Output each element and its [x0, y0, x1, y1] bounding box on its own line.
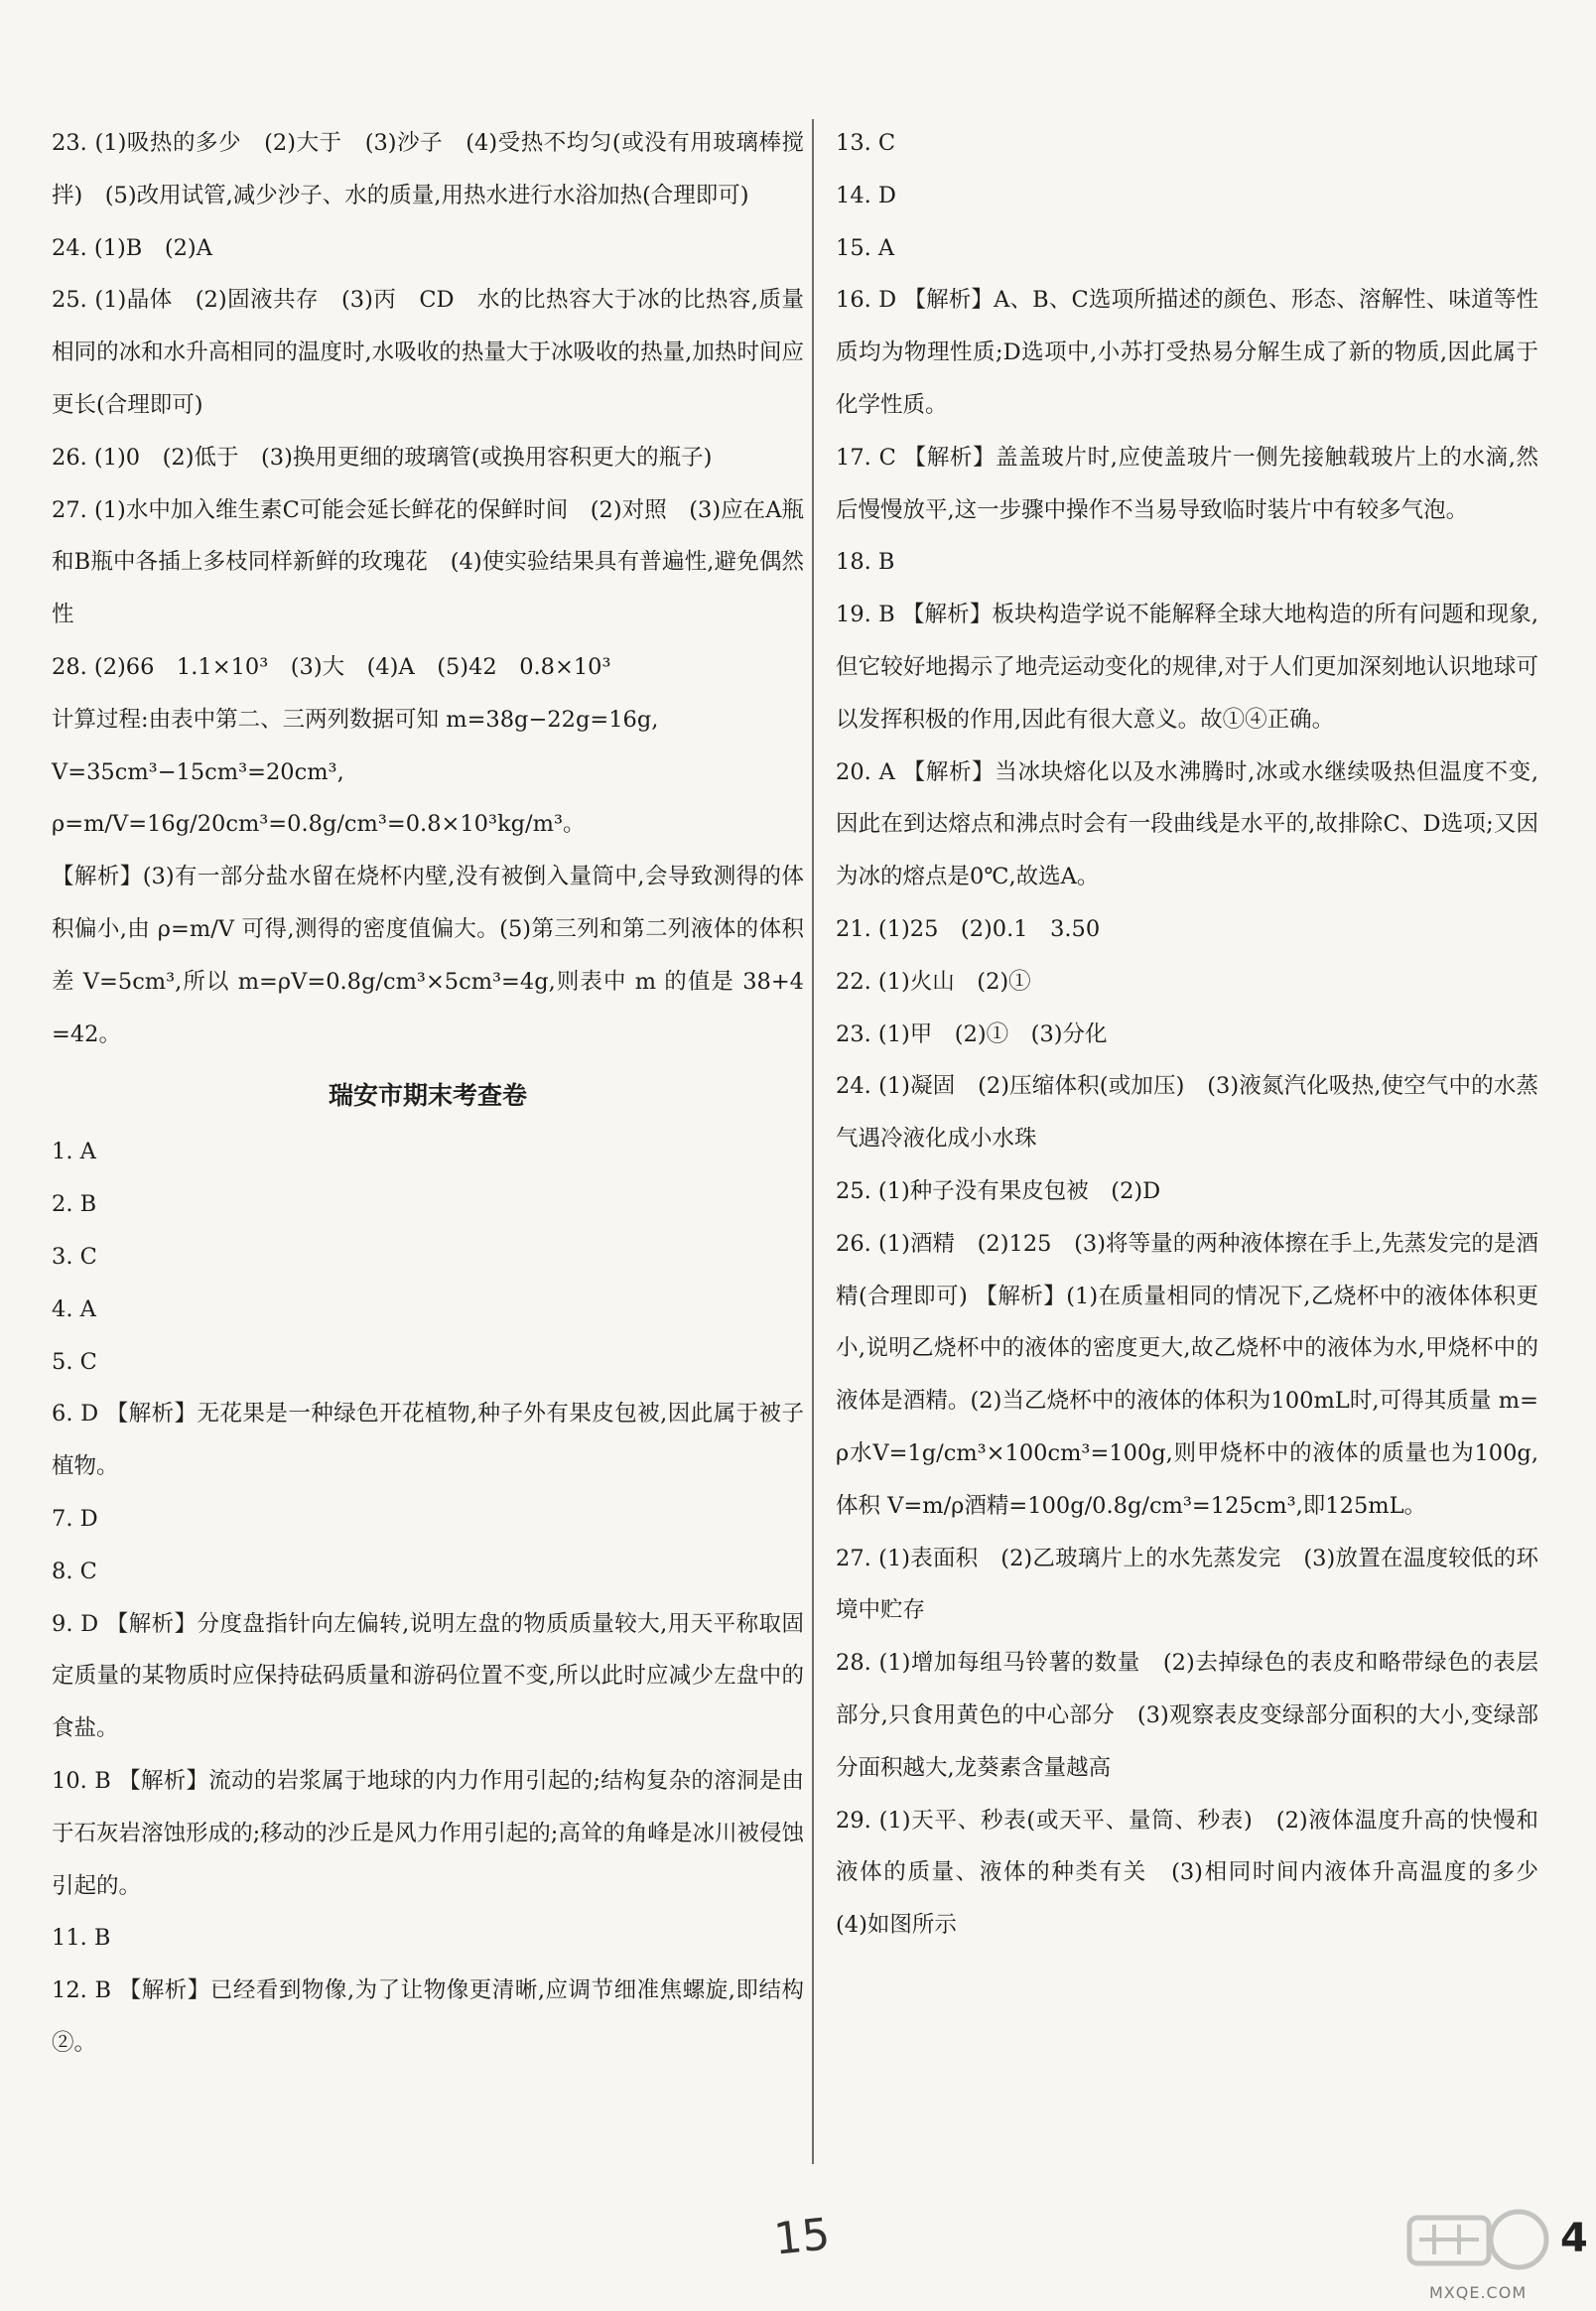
answer-item: 17. C 【解析】盖盖玻片时,应使盖玻片一侧先接触载玻片上的水滴,然后慢慢放平,这一步骤中操作不当易导致临时装片中有较多气泡。: [836, 444, 1538, 523]
answer-item: 3. C: [52, 1243, 97, 1270]
answer-item: 14. D: [836, 182, 896, 208]
answer-item: ρ=m/V=16g/20cm³=0.8g/cm³=0.8×10³kg/m³。: [52, 811, 586, 838]
answer-item: 16. D 【解析】A、B、C选项所描述的颜色、形态、溶解性、味道等性质均为物理性质;D选项中,小苏打受热易分解生成了新的物质,因此属于化学性质。: [836, 287, 1538, 418]
answer-item: 12. B 【解析】已经看到物像,为了让物像更清晰,应调节细准焦螺旋,即结构②。: [52, 1977, 804, 2056]
answer-item: 9. D 【解析】分度盘指针向左偏转,说明左盘的物质质量较大,用天平称取固定质量的某物质时应保持砝码质量和游码位置不变,所以此时应减少左盘中的食盐。: [52, 1610, 804, 1742]
column-divider: [812, 119, 814, 2164]
answer-item: 19. B 【解析】板块构造学说不能解释全球大地构造的所有问题和现象,但它较好地揭示了地壳运动变化的规律,对于人们更加深刻地认识地球可以发挥积极的作用,因此有很大意义。故①④正确。: [836, 602, 1538, 733]
answer-item: 26. (1)0 (2)低于 (3)换用更细的玻璃管(或换用容积更大的瓶子): [52, 444, 713, 471]
right-column: [836, 117, 1561, 1952]
answer-item: 29. (1)天平、秒表(或天平、量筒、秒表) (2)液体温度升高的快慢和液体的质量、液体的种类有关 (3)相同时间内液体升高温度的多少 (4)如图所示: [836, 1807, 1561, 1939]
left-items-before: [52, 117, 804, 1060]
watermark-text: MXQE.COM: [1429, 2283, 1528, 2302]
answer-item: 4. A: [52, 1295, 96, 1322]
answer-item: 20. A 【解析】当冰块熔化以及水沸腾时,冰或水继续吸热但温度不变,因此在到达熔点和沸点时会有一段曲线是水平的,故排除C、D选项;又因为冰的熔点是0℃,故选A。: [836, 758, 1538, 890]
answer-item: 24. (1)B (2)A: [52, 234, 212, 261]
page-number: 4: [1560, 2216, 1588, 2261]
answer-item: 23. (1)甲 (2)① (3)分化: [836, 1020, 1108, 1047]
answer-item: V=35cm³−15cm³=20cm³,: [52, 758, 344, 785]
answer-item: 13. C: [836, 130, 896, 156]
answer-item: 2. B: [52, 1191, 97, 1218]
answer-item: 5. C: [52, 1348, 97, 1375]
answer-item: 15. A: [836, 234, 895, 261]
answer-item: 24. (1)凝固 (2)压缩体积(或加压) (3)液氮汽化吸热,使空气中的水蒸气遇冷液化成小水珠: [836, 1073, 1538, 1153]
answer-item: 26. (1)酒精 (2)125 (3)将等量的两种液体擦在手上,先蒸发完的是酒精(合理即可) 【解析】(1)在质量相同的情况下,乙烧杯中的液体体积更小,说明乙烧杯中的液体的密度更大,故乙烧杯中的液体为水,甲烧杯中的液体是酒精。(2)当乙烧杯中的液体的体积为100mL时,可得其质量 m=ρ水V=1g/cm³×100cm³=100g,则甲烧杯中的液体的质量也为100g,体积 V=m/ρ酒精=100g/0.8g/cm³=125cm³,即125mL。: [836, 1230, 1538, 1519]
answer-item: 27. (1)水中加入维生素C可能会延长鲜花的保鲜时间 (2)对照 (3)应在A瓶和B瓶中各插上多枝同样新鲜的玫瑰花 (4)使实验结果具有普遍性,避免偶然性: [52, 496, 804, 628]
answer-item: 1. A: [52, 1139, 96, 1165]
answer-item: 【解析】(3)有一部分盐水留在烧杯内壁,没有被倒入量筒中,会导致测得的体积偏小,由 ρ=m/V 可得,测得的密度值偏大。(5)第三列和第二列液体的体积差 V=5cm³,所以 m=ρV=0.8g/cm³×5cm³=4g,则表中 m 的值是 38+4=42。: [52, 864, 804, 1047]
answer-item: 28. (1)增加每组马铃薯的数量 (2)去掉绿色的表皮和略带绿色的表层部分,只食用黄色的中心部分 (3)观察表皮变绿部分面积的大小,变绿部分面积越大,龙葵素含量越高: [836, 1650, 1538, 1781]
answer-item: 28. (2)66 1.1×10³ (3)大 (4)A (5)42 0.8×10³: [52, 653, 611, 680]
handwritten-mark: 15: [771, 2209, 833, 2265]
answer-item: 10. B 【解析】流动的岩浆属于地球的内力作用引起的;结构复杂的溶洞是由于石灰岩溶蚀形成的;移动的沙丘是风力作用引起的;高耸的角峰是冰川被侵蚀引起的。: [52, 1767, 804, 1899]
answer-item: 27. (1)表面积 (2)乙玻璃片上的水先蒸发完 (3)放置在温度较低的环境中贮存: [836, 1545, 1538, 1624]
answer-item: 6. D 【解析】无花果是一种绿色开花植物,种子外有果皮包被,因此属于被子植物。: [52, 1401, 804, 1480]
left-column: [52, 117, 804, 2070]
answer-item: 18. B: [836, 549, 895, 576]
answer-item: 23. (1)吸热的多少 (2)大于 (3)沙子 (4)受热不均匀(或没有用玻璃棒搅拌) (5)改用试管,减少沙子、水的质量,用热水进行水浴加热(合理即可): [52, 130, 804, 208]
answer-item: 8. C: [52, 1558, 97, 1584]
answer-item: 21. (1)25 (2)0.1 3.50: [836, 915, 1101, 942]
answer-item: 11. B: [52, 1925, 111, 1952]
answer-item: 25. (1)种子没有果皮包被 (2)D: [836, 1177, 1161, 1204]
answer-item: 7. D: [52, 1505, 98, 1532]
section-title: 瑞安市期末考查卷: [328, 1081, 527, 1111]
answer-item: 计算过程:由表中第二、三两列数据可知 m=38g−22g=16g,: [52, 706, 659, 733]
left-items-after: [52, 1126, 804, 2069]
answer-item: 25. (1)晶体 (2)固液共存 (3)丙 CD 水的比热容大于冰的比热容,质量相同的冰和水升高相同的温度时,水吸收的热量大于冰吸收的热量,加热时间应更长(合理即可): [52, 287, 804, 418]
answer-item: 22. (1)火山 (2)①: [836, 968, 1031, 995]
